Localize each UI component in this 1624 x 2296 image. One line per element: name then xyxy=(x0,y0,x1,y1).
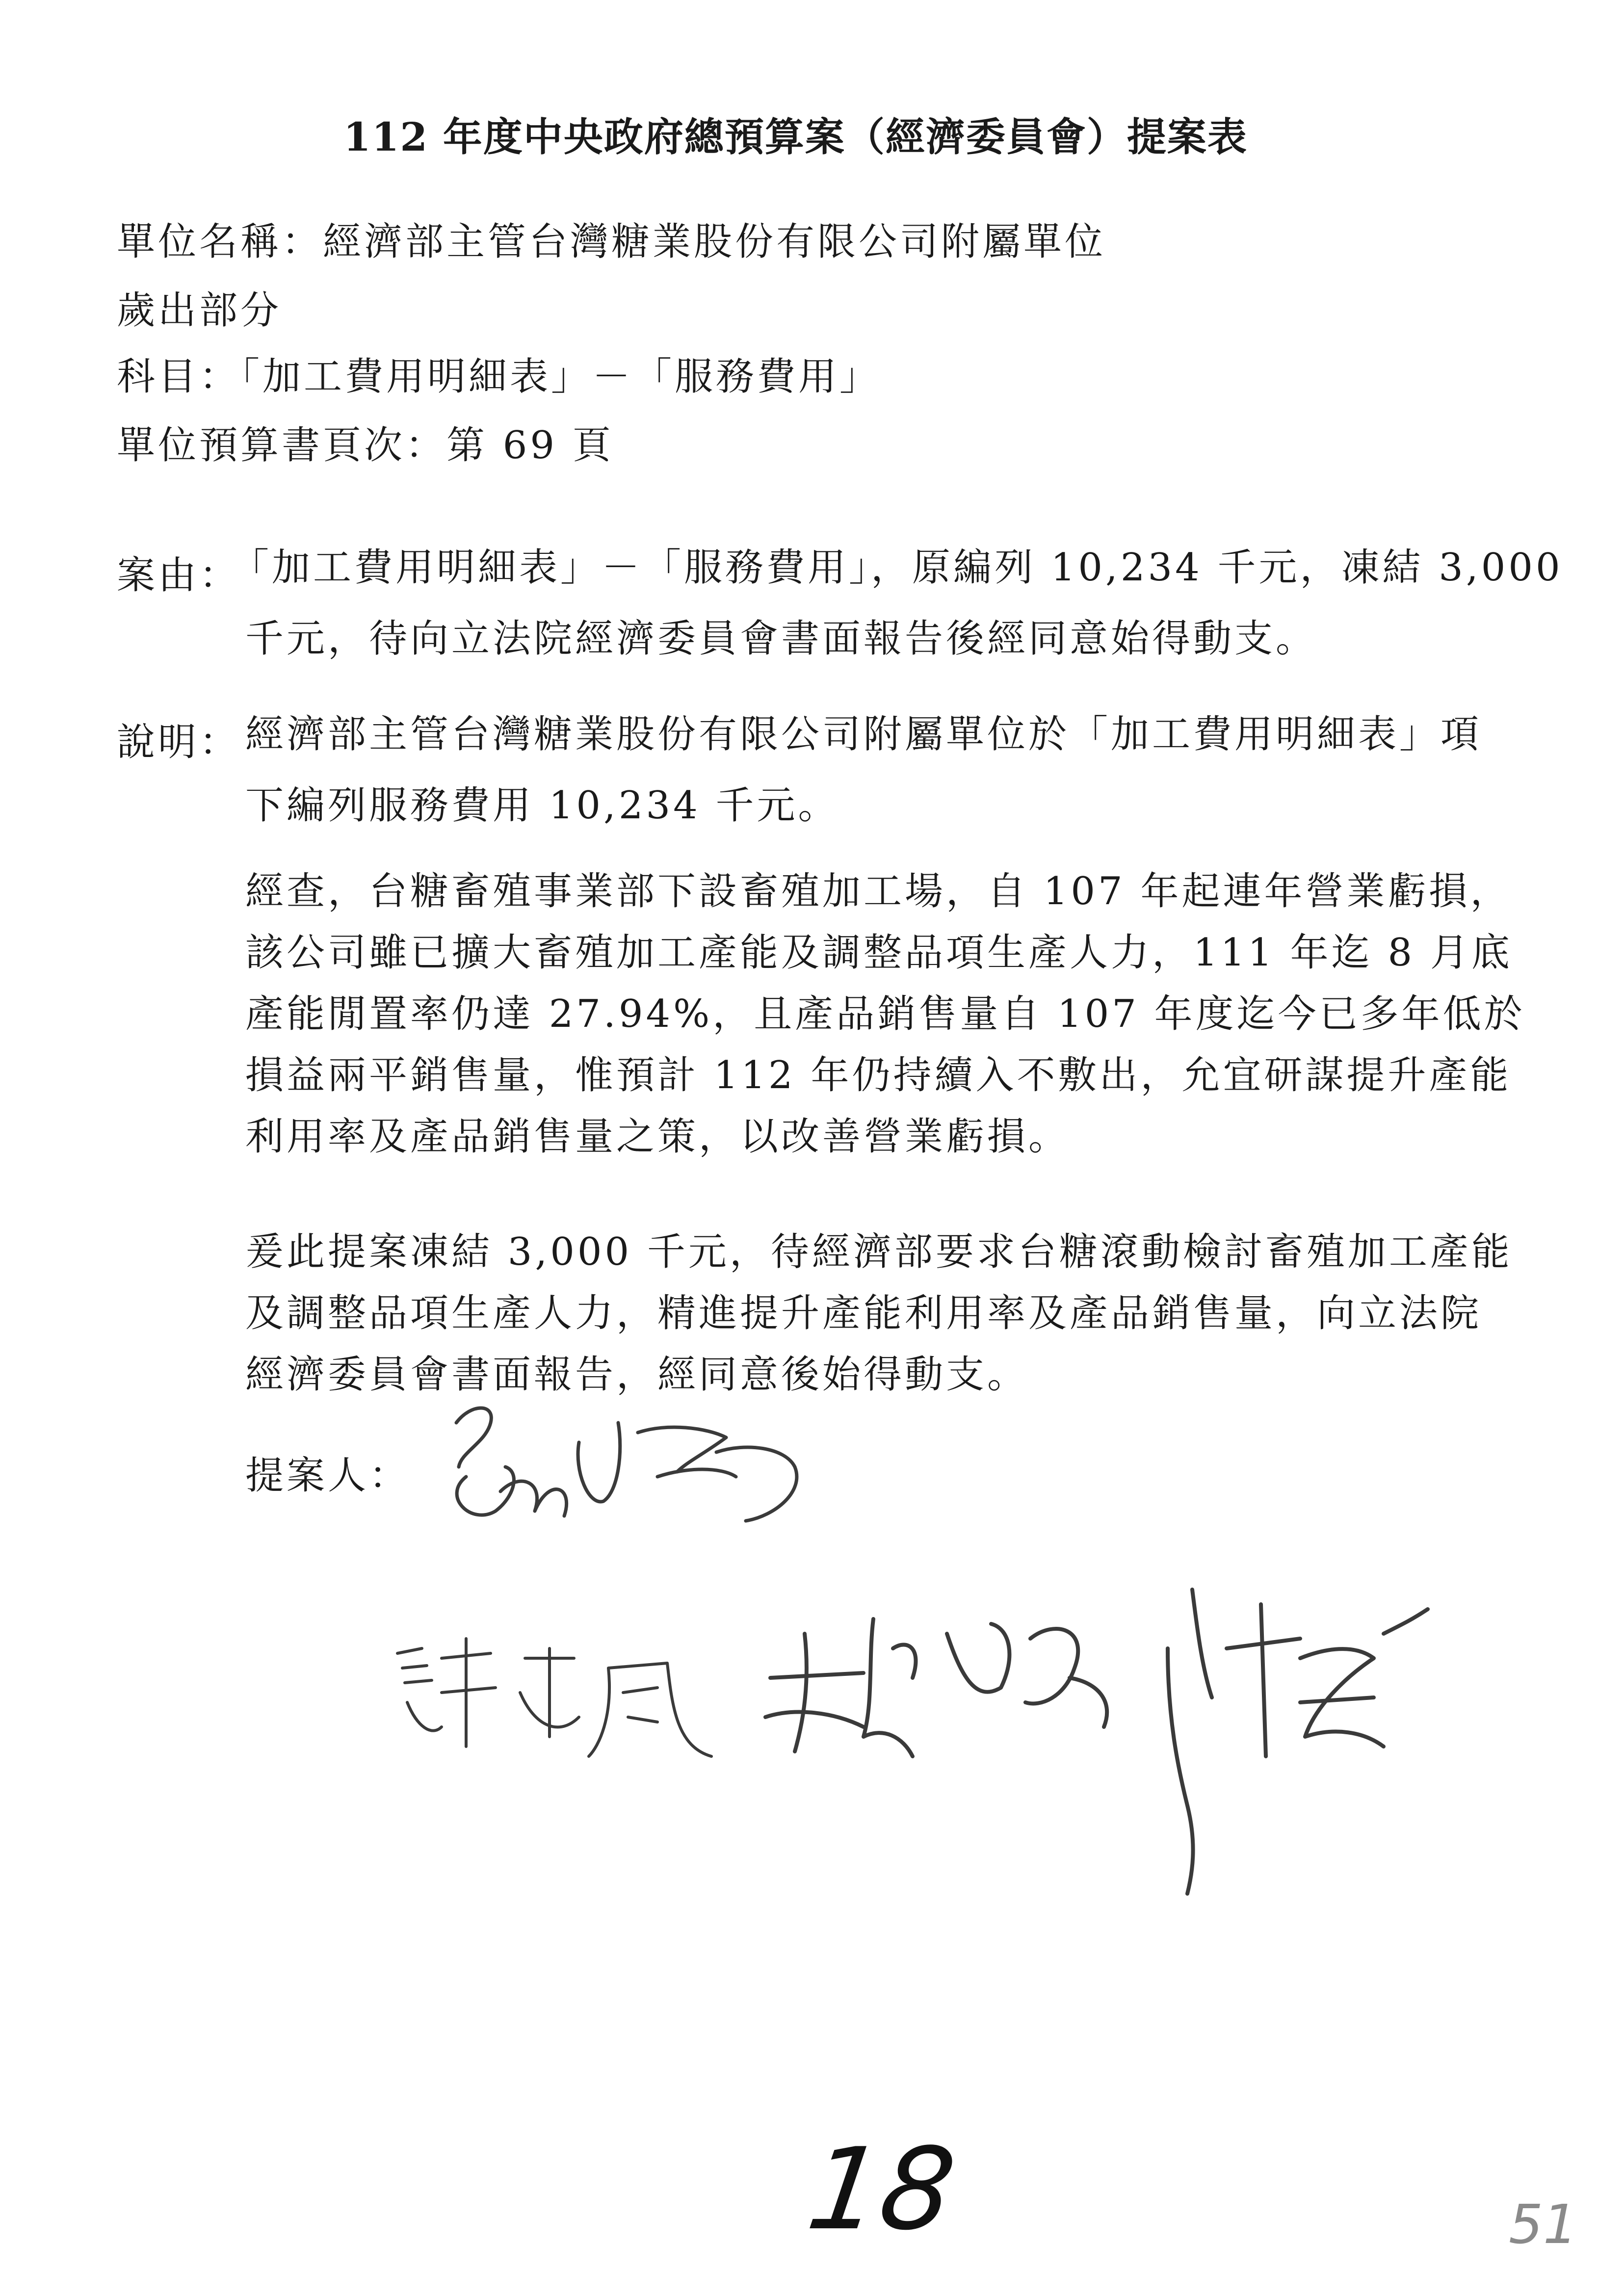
explanation-line-2: 下編列服務費用 10,234 千元。 xyxy=(245,783,839,828)
paragraph-2-line-3: 產能閒置率仍達 27.94%，且產品銷售量自 107 年度迄今已多年低於 xyxy=(245,992,1525,1036)
paragraph-3-line-2: 及調整品項生產人力，精進提升產能利用率及產品銷售量，向立法院 xyxy=(245,1291,1482,1335)
paragraph-2-line-1: 經查，台糖畜殖事業部下設畜殖加工場，自 107 年起連年營業虧損， xyxy=(245,869,1512,913)
page-reference-line: 單位預算書頁次：第 69 頁 xyxy=(117,423,614,468)
case-line-1: 「加工費用明細表」－「服務費用」，原編列 10,234 千元，凍結 3,000 xyxy=(231,546,1563,590)
subject-line: 科目：「加工費用明細表」－「服務費用」 xyxy=(117,355,881,399)
paragraph-3-line-1: 爰此提案凍結 3,000 千元，待經濟部要求台糖滾動檢討畜殖加工產能 xyxy=(245,1230,1513,1274)
section-line: 歲出部分 xyxy=(117,288,282,333)
explanation-line-1: 經濟部主管台灣糖業股份有限公司附屬單位於「加工費用明細表」項 xyxy=(245,712,1482,757)
signature-3 xyxy=(765,1590,1428,1894)
signature-2 xyxy=(397,1639,711,1756)
paragraph-2-line-5: 利用率及產品銷售量之策，以改善營業虧損。 xyxy=(245,1115,1070,1159)
unit-name-line: 單位名稱：經濟部主管台灣糖業股份有限公司附屬單位 xyxy=(117,220,1106,264)
case-line-2: 千元，待向立法院經濟委員會書面報告後經同意始得動支。 xyxy=(245,617,1317,661)
archive-number: 51 xyxy=(1509,2193,1577,2256)
explanation-label: 說明： xyxy=(117,720,241,764)
page-number: 18 xyxy=(800,2124,963,2255)
case-label: 案由： xyxy=(117,553,241,598)
document-title: 112 年度中央政府總預算案（經濟委員會）提案表 xyxy=(343,114,1248,160)
paragraph-3-line-3: 經濟委員會書面報告，經同意後始得動支。 xyxy=(245,1353,1029,1397)
paragraph-2-line-2: 該公司雖已擴大畜殖加工產能及調整品項生產人力，111 年迄 8 月底 xyxy=(245,931,1513,975)
proposer-label: 提案人： xyxy=(245,1454,411,1498)
paragraph-2-line-4: 損益兩平銷售量，惟預計 112 年仍持續入不敷出，允宜研謀提升產能 xyxy=(245,1053,1512,1097)
signature-1 xyxy=(456,1408,797,1521)
